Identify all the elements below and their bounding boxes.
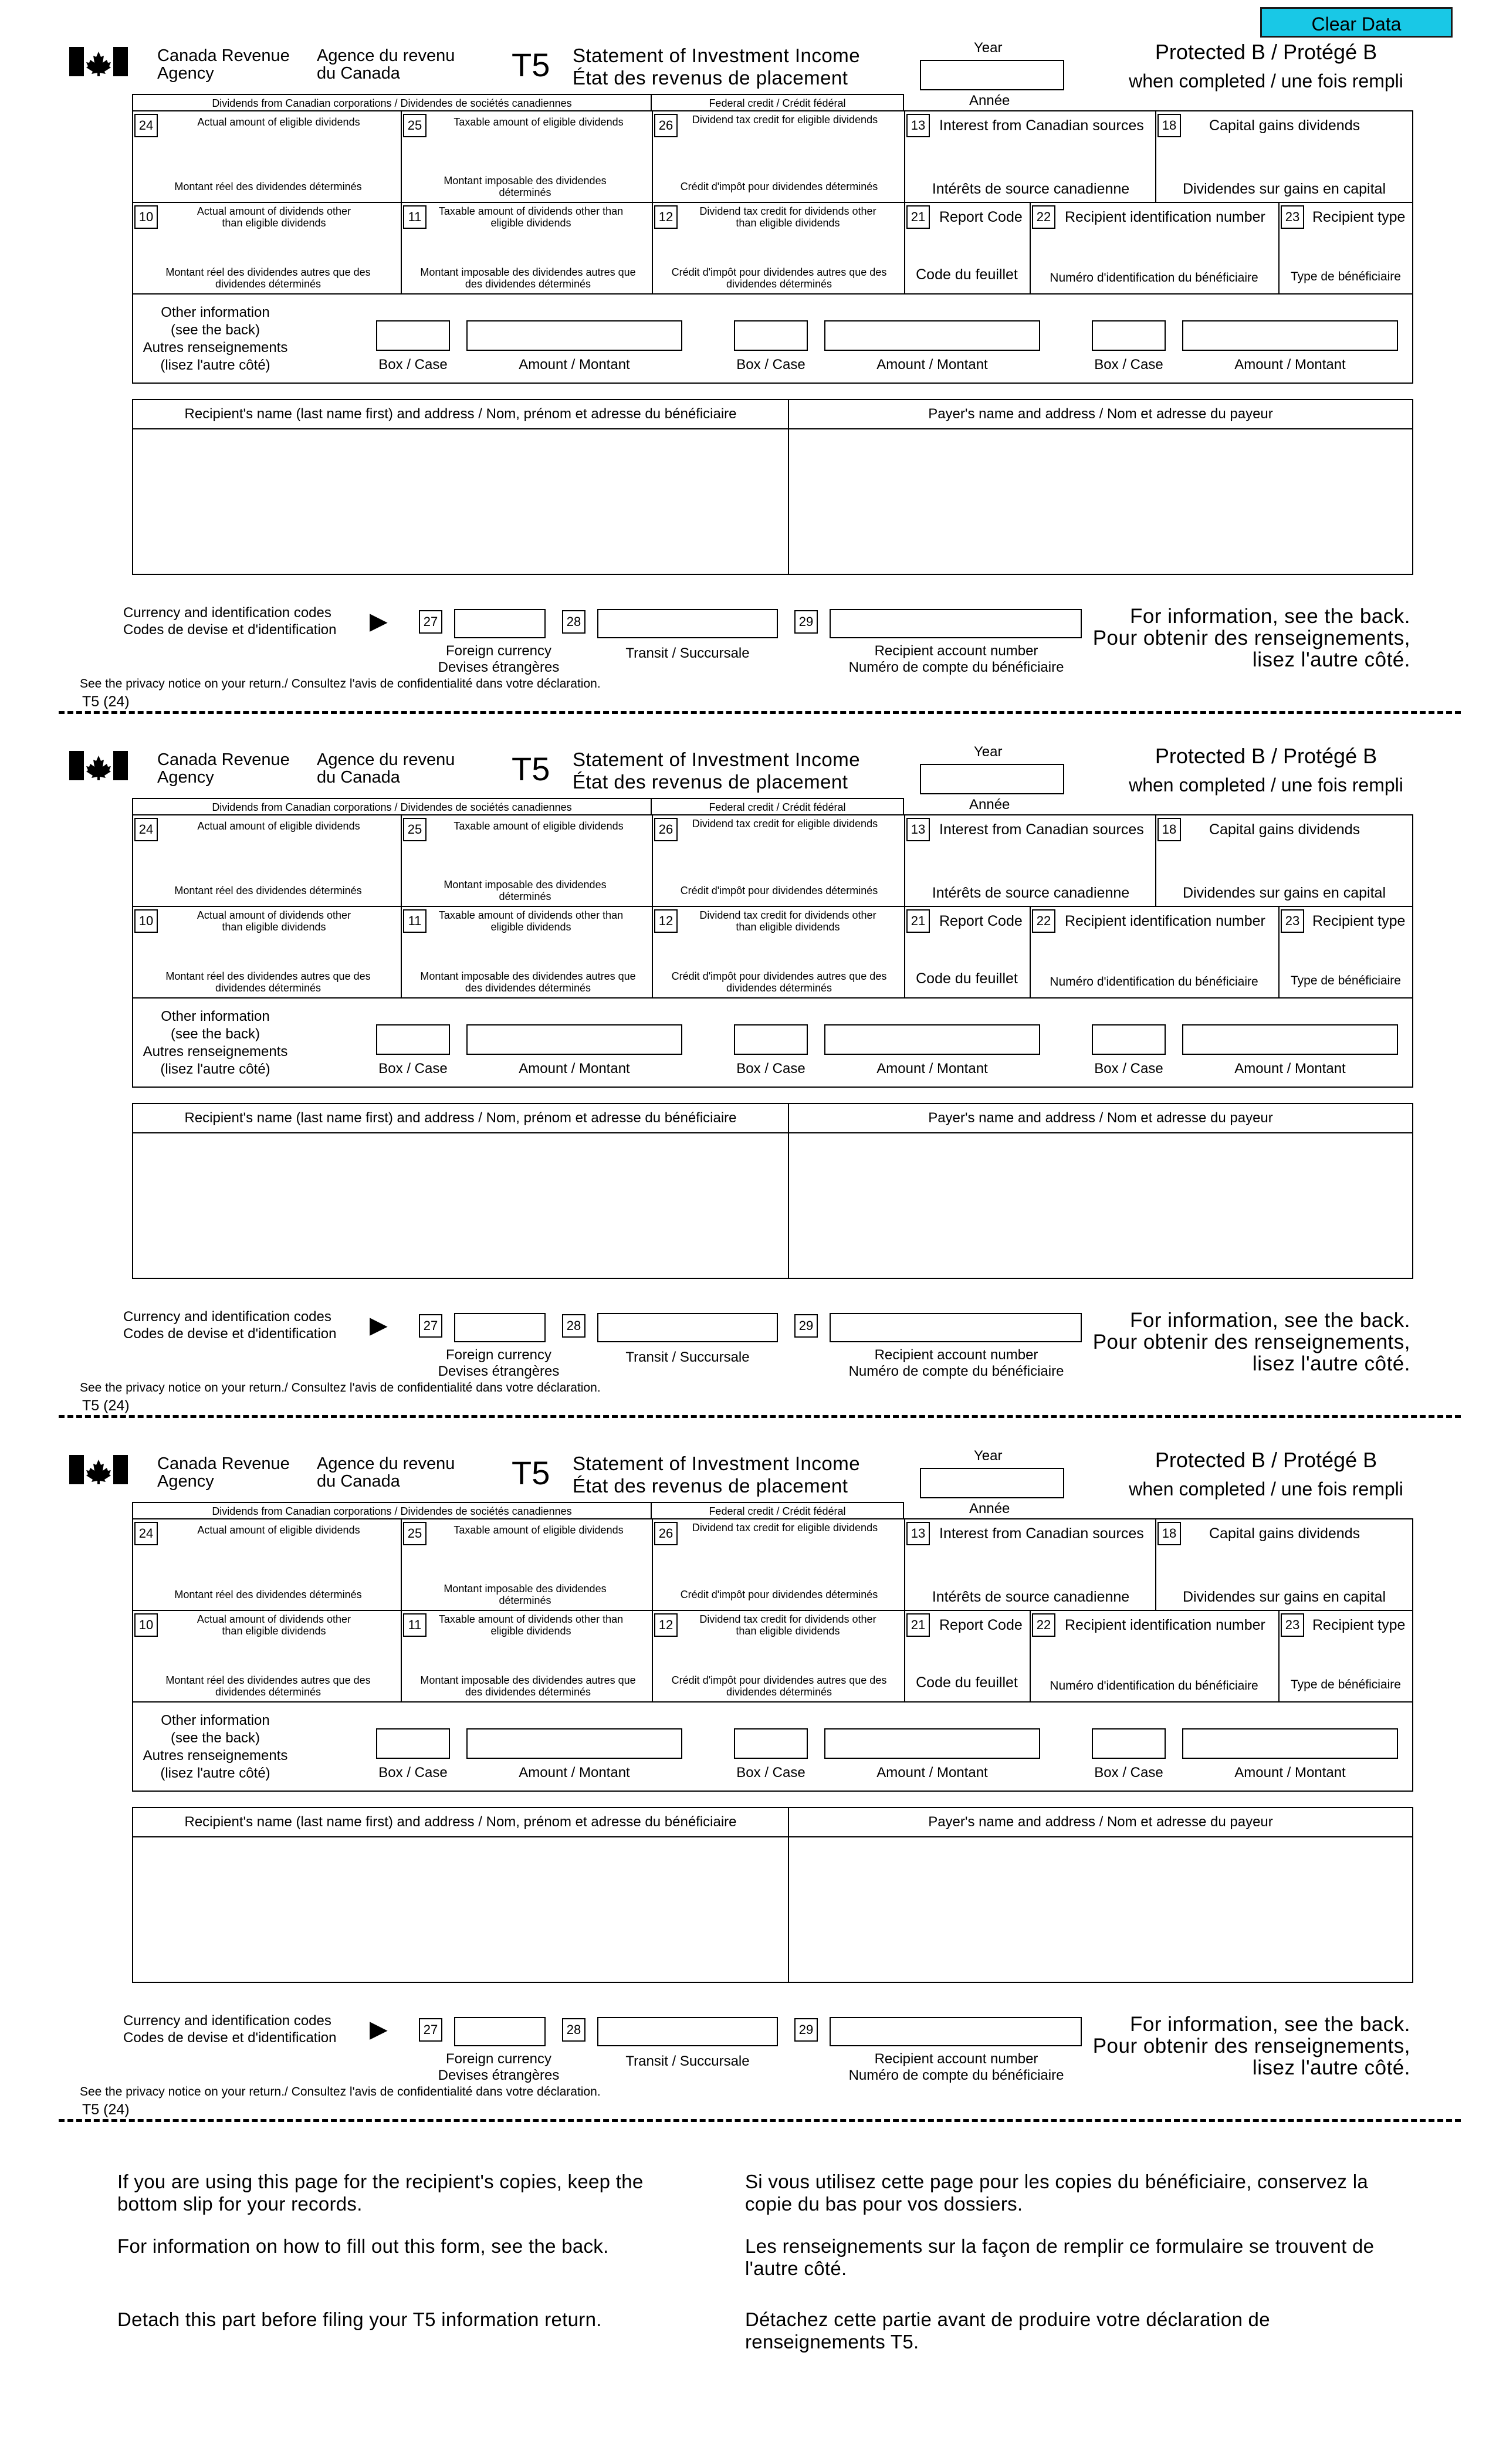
other-box-3[interactable] (1092, 1024, 1166, 1055)
year-label-fr: Année (969, 1501, 1010, 1517)
recipient-address-field[interactable] (133, 1132, 789, 1278)
box-case-label: Box / Case (378, 1061, 448, 1077)
box-number: 23 (1281, 1613, 1304, 1637)
recipient-address-field[interactable] (133, 1836, 789, 1982)
box-label-fr: Type de bénéficiaire (1291, 974, 1401, 987)
dividends-header: Dividends from Canadian corporations / Dividendes de sociétés canadiennes (132, 798, 652, 815)
box-10[interactable] (133, 203, 402, 295)
box-number: 10 (134, 1613, 158, 1637)
box-28-input[interactable] (597, 1313, 778, 1342)
box-28-number: 28 (562, 1314, 585, 1338)
box-case-label: Box / Case (1094, 1765, 1163, 1781)
box-12[interactable] (653, 907, 905, 999)
tear-line (59, 2119, 1461, 2122)
arrow-right-icon: ▶ (370, 1312, 388, 1338)
box-label-en: Interest from Canadian sources (939, 117, 1144, 134)
other-information-label: Other information (see the back) Autres renseignements (lisez l'autre côté) (143, 304, 288, 373)
payer-address-field[interactable] (790, 1132, 1412, 1278)
year-input[interactable] (920, 764, 1064, 794)
box-25[interactable] (402, 1519, 653, 1611)
box-label-fr: Intérêts de source canadienne (932, 181, 1130, 197)
other-box-2[interactable] (734, 320, 808, 351)
box-label-en: Report Code (939, 209, 1023, 225)
box-label-fr: Montant réel des dividendes autres que des dividendes déterminés (165, 970, 371, 994)
box-label-fr: Crédit d'impôt pour dividendes autres que des dividendes déterminés (671, 266, 887, 290)
box-label-en: Recipient identification number (1065, 913, 1265, 929)
instruction-en-2: For information on how to fill out this form, see the back. (117, 2235, 609, 2257)
when-completed-label: when completed / une fois rempli (1129, 1478, 1403, 1500)
box-11[interactable] (402, 1611, 653, 1703)
box-label-en: Actual amount of eligible dividends (197, 1524, 360, 1536)
box-number: 13 (906, 114, 930, 137)
recipient-address-field[interactable] (133, 428, 789, 574)
box-label-fr: Montant imposable des dividendes déterminés (444, 1583, 607, 1606)
box-12[interactable] (653, 1611, 905, 1703)
box-number: 21 (906, 1613, 930, 1637)
box-18[interactable] (1156, 111, 1412, 203)
box-label-en: Actual amount of dividends other than eligible dividends (197, 909, 351, 933)
box-label-en: Dividend tax credit for dividends other than eligible dividends (699, 909, 876, 933)
box-label-fr: Montant imposable des dividendes autres que des dividendes déterminés (420, 266, 636, 290)
currency-codes-label: Currency and identification codes Codes de devise et d'identification (123, 605, 337, 638)
box-label-en: Actual amount of dividends other than eligible dividends (197, 205, 351, 229)
privacy-notice: See the privacy notice on your return./ Consultez l'avis de confidentialité dans votre déclaration. (80, 677, 601, 691)
protected-label: Protected B / Protégé B (1155, 744, 1377, 768)
recipient-address-header: Recipient's name (last name first) and address / Nom, prénom et adresse du bénéficiaire (133, 400, 789, 429)
box-number: 11 (403, 205, 427, 229)
amount-label: Amount / Montant (876, 357, 988, 373)
box-26[interactable] (653, 111, 905, 203)
payer-address-header: Payer's name and address / Nom et adresse du payeur (789, 1808, 1412, 1837)
box-23[interactable] (1280, 907, 1412, 999)
box-label-en: Dividend tax credit for eligible dividends (692, 1522, 878, 1534)
box-label-en: Dividend tax credit for eligible dividends (692, 114, 878, 126)
box-27-number: 27 (419, 1314, 442, 1338)
box-label-en: Capital gains dividends (1209, 1525, 1360, 1542)
form-title: Statement of Investment Income État des revenus de placement (573, 1453, 861, 1497)
box-label-fr: Crédit d'impôt pour dividendes déterminés (680, 181, 878, 192)
transit-label: Transit / Succursale (625, 2053, 750, 2069)
box-21[interactable] (905, 907, 1031, 999)
form-code: T5 (512, 1454, 550, 1491)
when-completed-label: when completed / une fois rempli (1129, 774, 1403, 796)
box-number: 13 (906, 1522, 930, 1545)
box-label-fr: Montant imposable des dividendes autres que des dividendes déterminés (420, 970, 636, 994)
box-26[interactable] (653, 815, 905, 907)
other-box-3[interactable] (1092, 1728, 1166, 1759)
box-label-fr: Numéro d'identification du bénéficiaire (1050, 975, 1258, 989)
year-label: Year (974, 744, 1003, 760)
box-label-en: Capital gains dividends (1209, 117, 1360, 134)
form-code: T5 (512, 46, 550, 83)
box-24[interactable] (133, 1519, 402, 1611)
box-21[interactable] (905, 203, 1031, 295)
year-label: Year (974, 40, 1003, 56)
box-case-label: Box / Case (736, 1061, 805, 1077)
box-label-fr: Crédit d'impôt pour dividendes autres que des dividendes déterminés (671, 1674, 887, 1698)
box-number: 26 (654, 114, 678, 137)
amount-grid (132, 814, 1413, 1088)
box-29-number: 29 (794, 2018, 818, 2042)
box-label-en: Recipient type (1312, 209, 1406, 225)
box-label-fr: Montant imposable des dividendes déterminés (444, 175, 607, 198)
other-amount-1[interactable] (466, 1728, 682, 1759)
box-18[interactable] (1156, 1519, 1412, 1611)
agency-name-fr: Agence du revenu du Canada (317, 750, 455, 787)
box-label-en: Recipient type (1312, 913, 1406, 929)
box-22[interactable] (1031, 203, 1280, 295)
amount-grid (132, 110, 1413, 384)
box-label-fr: Type de bénéficiaire (1291, 1678, 1401, 1691)
box-number: 24 (134, 1522, 158, 1545)
account-number-label: Recipient account number Numéro de compte du bénéficiaire (848, 643, 1064, 675)
box-case-label: Box / Case (736, 1765, 805, 1781)
box-24[interactable] (133, 111, 402, 203)
clear-data-button[interactable]: Clear Data (1260, 7, 1453, 38)
box-label-en: Taxable amount of eligible dividends (453, 820, 624, 832)
box-label-fr: Montant réel des dividendes autres que des dividendes déterminés (165, 266, 371, 290)
box-number: 24 (134, 818, 158, 841)
box-22[interactable] (1031, 1611, 1280, 1703)
form-title: Statement of Investment Income État des revenus de placement (573, 45, 861, 89)
other-box-2[interactable] (734, 1024, 808, 1055)
box-28-number: 28 (562, 2018, 585, 2042)
agency-name-en: Canada Revenue Agency (157, 750, 290, 787)
payer-address-header: Payer's name and address / Nom et adresse du payeur (789, 400, 1412, 429)
box-label-fr: Code du feuillet (916, 970, 1018, 987)
box-number: 26 (654, 818, 678, 841)
box-label-fr: Intérêts de source canadienne (932, 885, 1130, 901)
box-number: 12 (654, 1613, 678, 1637)
canada-flag-icon (69, 751, 128, 780)
box-label-fr: Code du feuillet (916, 266, 1018, 283)
box-number: 25 (403, 1522, 427, 1545)
arrow-right-icon: ▶ (370, 2016, 388, 2042)
federal-credit-header: Federal credit / Crédit fédéral (651, 798, 904, 815)
box-label-fr: Montant réel des dividendes déterminés (174, 181, 362, 192)
box-label-en: Report Code (939, 1617, 1023, 1633)
foreign-currency-label: Foreign currency Devises étrangères (438, 1347, 560, 1379)
info-see-back: For information, see the back. Pour obtenir des renseignements, lisez l'autre côté. (1092, 605, 1410, 671)
box-10[interactable] (133, 907, 402, 999)
box-label-fr: Montant imposable des dividendes déterminés (444, 879, 607, 902)
amount-label: Amount / Montant (519, 357, 630, 373)
dividends-header: Dividends from Canadian corporations / Dividendes de sociétés canadiennes (132, 1502, 652, 1519)
box-13[interactable] (905, 1519, 1156, 1611)
box-27-number: 27 (419, 610, 442, 634)
recipient-address-header: Recipient's name (last name first) and address / Nom, prénom et adresse du bénéficiaire (133, 1104, 789, 1133)
box-label-en: Report Code (939, 913, 1023, 929)
box-22[interactable] (1031, 907, 1280, 999)
other-box-2[interactable] (734, 1728, 808, 1759)
box-number: 23 (1281, 205, 1304, 229)
instruction-fr-2: Les renseignements sur la façon de remplir ce formulaire se trouvent de l'autre côté. (745, 2235, 1375, 2279)
box-23[interactable] (1280, 1611, 1412, 1703)
box-label-en: Taxable amount of eligible dividends (453, 1524, 624, 1536)
box-number: 26 (654, 1522, 678, 1545)
transit-label: Transit / Succursale (625, 1349, 750, 1365)
box-number: 21 (906, 205, 930, 229)
canada-flag-icon (69, 47, 128, 76)
box-28-number: 28 (562, 610, 585, 634)
box-26[interactable] (653, 1519, 905, 1611)
amount-grid (132, 1518, 1413, 1792)
box-label-en: Actual amount of eligible dividends (197, 820, 360, 832)
other-amount-3[interactable] (1182, 1728, 1398, 1759)
agency-name-en: Canada Revenue Agency (157, 46, 290, 83)
amount-label: Amount / Montant (519, 1061, 630, 1077)
box-11[interactable] (402, 907, 653, 999)
box-10[interactable] (133, 1611, 402, 1703)
box-number: 25 (403, 818, 427, 841)
box-25[interactable] (402, 815, 653, 907)
box-28-input[interactable] (597, 2017, 778, 2046)
amount-label: Amount / Montant (876, 1765, 988, 1781)
box-case-label: Box / Case (378, 1765, 448, 1781)
box-label-en: Capital gains dividends (1209, 821, 1360, 838)
box-label-fr: Montant réel des dividendes déterminés (174, 1589, 362, 1600)
box-label-fr: Dividendes sur gains en capital (1182, 1589, 1386, 1605)
box-label-fr: Montant réel des dividendes déterminés (174, 885, 362, 896)
box-number: 25 (403, 114, 427, 137)
slip-form-code: T5 (24) (82, 1397, 130, 1414)
box-29-number: 29 (794, 1314, 818, 1338)
box-label-en: Actual amount of dividends other than eligible dividends (197, 1613, 351, 1637)
instruction-en-3: Detach this part before filing your T5 information return. (117, 2309, 602, 2330)
account-number-label: Recipient account number Numéro de compte du bénéficiaire (848, 1347, 1064, 1379)
year-label-fr: Année (969, 797, 1010, 813)
box-label-fr: Code du feuillet (916, 1674, 1018, 1691)
year-input[interactable] (920, 1468, 1064, 1498)
box-label-fr: Numéro d'identification du bénéficiaire (1050, 1679, 1258, 1693)
other-amount-3[interactable] (1182, 320, 1398, 351)
other-amount-3[interactable] (1182, 1024, 1398, 1055)
box-label-en: Interest from Canadian sources (939, 1525, 1144, 1542)
other-amount-1[interactable] (466, 1024, 682, 1055)
info-see-back: For information, see the back. Pour obtenir des renseignements, lisez l'autre côté. (1092, 1309, 1410, 1375)
box-label-fr: Montant imposable des dividendes autres que des dividendes déterminés (420, 1674, 636, 1698)
box-18[interactable] (1156, 815, 1412, 907)
when-completed-label: when completed / une fois rempli (1129, 70, 1403, 92)
box-27-input[interactable] (454, 1313, 546, 1342)
box-case-label: Box / Case (1094, 357, 1163, 373)
box-number: 18 (1157, 1522, 1181, 1545)
box-label-en: Dividend tax credit for dividends other than eligible dividends (699, 205, 876, 229)
box-label-en: Taxable amount of eligible dividends (453, 116, 624, 128)
foreign-currency-label: Foreign currency Devises étrangères (438, 2051, 560, 2083)
box-label-fr: Dividendes sur gains en capital (1182, 885, 1386, 901)
box-number: 11 (403, 1613, 427, 1637)
foreign-currency-label: Foreign currency Devises étrangères (438, 643, 560, 675)
box-12[interactable] (653, 203, 905, 295)
box-number: 24 (134, 114, 158, 137)
address-block (132, 399, 1413, 575)
box-23[interactable] (1280, 203, 1412, 295)
box-number: 10 (134, 909, 158, 933)
instruction-fr-3: Détachez cette partie avant de produire votre déclaration de renseignements T5. (745, 2309, 1270, 2353)
box-number: 18 (1157, 114, 1181, 137)
box-number: 18 (1157, 818, 1181, 841)
box-number: 12 (654, 909, 678, 933)
dividends-header: Dividends from Canadian corporations / Dividendes de sociétés canadiennes (132, 94, 652, 111)
arrow-right-icon: ▶ (370, 608, 388, 634)
other-information-label: Other information (see the back) Autres renseignements (lisez l'autre côté) (143, 1008, 288, 1077)
transit-label: Transit / Succursale (625, 645, 750, 661)
box-number: 22 (1032, 1613, 1055, 1637)
recipient-address-header: Recipient's name (last name first) and address / Nom, prénom et adresse du bénéficiaire (133, 1808, 789, 1837)
form-title: Statement of Investment Income État des revenus de placement (573, 749, 861, 793)
box-25[interactable] (402, 111, 653, 203)
privacy-notice: See the privacy notice on your return./ Consultez l'avis de confidentialité dans votre déclaration. (80, 2085, 601, 2099)
t5-slip-2 (0, 704, 1496, 1414)
box-label-fr: Montant réel des dividendes autres que des dividendes déterminés (165, 1674, 371, 1698)
box-11[interactable] (402, 203, 653, 295)
federal-credit-header: Federal credit / Crédit fédéral (651, 1502, 904, 1519)
box-number: 21 (906, 909, 930, 933)
box-28-input[interactable] (597, 609, 778, 638)
box-number: 11 (403, 909, 427, 933)
box-13[interactable] (905, 111, 1156, 203)
info-see-back: For information, see the back. Pour obtenir des renseignements, lisez l'autre côté. (1092, 2013, 1410, 2079)
box-label-fr: Crédit d'impôt pour dividendes autres que des dividendes déterminés (671, 970, 887, 994)
protected-label: Protected B / Protégé B (1155, 1448, 1377, 1472)
box-number: 13 (906, 818, 930, 841)
slip-form-code: T5 (24) (82, 693, 130, 710)
box-label-en: Taxable amount of dividends other than eligible dividends (438, 1613, 624, 1637)
agency-name-fr: Agence du revenu du Canada (317, 46, 455, 83)
box-13[interactable] (905, 815, 1156, 907)
amount-label: Amount / Montant (876, 1061, 988, 1077)
privacy-notice: See the privacy notice on your return./ Consultez l'avis de confidentialité dans votre déclaration. (80, 1381, 601, 1395)
other-box-1[interactable] (376, 1024, 450, 1055)
box-label-fr: Crédit d'impôt pour dividendes déterminés (680, 1589, 878, 1600)
box-27-input[interactable] (454, 609, 546, 638)
box-24[interactable] (133, 815, 402, 907)
canada-flag-icon (69, 1455, 128, 1484)
payer-address-header: Payer's name and address / Nom et adresse du payeur (789, 1104, 1412, 1133)
box-label-en: Dividend tax credit for eligible dividends (692, 818, 878, 830)
box-number: 22 (1032, 909, 1055, 933)
box-label-en: Recipient identification number (1065, 1617, 1265, 1633)
other-amount-2[interactable] (824, 320, 1040, 351)
box-29-number: 29 (794, 610, 818, 634)
other-box-1[interactable] (376, 320, 450, 351)
box-label-fr: Intérêts de source canadienne (932, 1589, 1130, 1605)
box-label-en: Taxable amount of dividends other than eligible dividends (438, 205, 624, 229)
agency-name-fr: Agence du revenu du Canada (317, 1454, 455, 1491)
payer-address-field[interactable] (790, 1836, 1412, 1982)
federal-credit-header: Federal credit / Crédit fédéral (651, 94, 904, 111)
box-label-fr: Dividendes sur gains en capital (1182, 181, 1386, 197)
currency-codes-label: Currency and identification codes Codes de devise et d'identification (123, 2013, 337, 2046)
box-label-en: Actual amount of eligible dividends (197, 116, 360, 128)
year-input[interactable] (920, 60, 1064, 90)
box-number: 22 (1032, 205, 1055, 229)
account-number-label: Recipient account number Numéro de compte du bénéficiaire (848, 2051, 1064, 2083)
t5-slip-1 (0, 0, 1496, 710)
amount-label: Amount / Montant (1234, 1765, 1346, 1781)
other-amount-2[interactable] (824, 1728, 1040, 1759)
amount-label: Amount / Montant (519, 1765, 630, 1781)
box-label-en: Recipient type (1312, 1617, 1406, 1633)
box-case-label: Box / Case (378, 357, 448, 373)
box-case-label: Box / Case (1094, 1061, 1163, 1077)
instruction-fr-1: Si vous utilisez cette page pour les copies du bénéficiaire, conservez la copie du bas pour vos dossiers. (745, 2171, 1368, 2215)
box-label-en: Taxable amount of dividends other than eligible dividends (438, 909, 624, 933)
address-block (132, 1103, 1413, 1279)
box-label-fr: Numéro d'identification du bénéficiaire (1050, 271, 1258, 285)
box-label-en: Dividend tax credit for dividends other than eligible dividends (699, 1613, 876, 1637)
box-27-number: 27 (419, 2018, 442, 2042)
other-box-3[interactable] (1092, 320, 1166, 351)
box-label-en: Recipient identification number (1065, 209, 1265, 225)
instruction-en-1: If you are using this page for the recipient's copies, keep the bottom slip for your records. (117, 2171, 644, 2215)
box-label-fr: Crédit d'impôt pour dividendes déterminés (680, 885, 878, 896)
address-block (132, 1807, 1413, 1983)
box-number: 10 (134, 205, 158, 229)
other-information-label: Other information (see the back) Autres renseignements (lisez l'autre côté) (143, 1712, 288, 1781)
box-21[interactable] (905, 1611, 1031, 1703)
box-label-en: Interest from Canadian sources (939, 821, 1144, 838)
amount-label: Amount / Montant (1234, 357, 1346, 373)
box-number: 23 (1281, 909, 1304, 933)
box-case-label: Box / Case (736, 357, 805, 373)
slip-form-code: T5 (24) (82, 2101, 130, 2118)
agency-name-en: Canada Revenue Agency (157, 1454, 290, 1491)
protected-label: Protected B / Protégé B (1155, 40, 1377, 64)
year-label-fr: Année (969, 93, 1010, 109)
box-number: 12 (654, 205, 678, 229)
year-label: Year (974, 1448, 1003, 1464)
amount-label: Amount / Montant (1234, 1061, 1346, 1077)
other-amount-2[interactable] (824, 1024, 1040, 1055)
t5-slip-3 (0, 1408, 1496, 2118)
currency-codes-label: Currency and identification codes Codes de devise et d'identification (123, 1309, 337, 1342)
form-code: T5 (512, 750, 550, 787)
other-amount-1[interactable] (466, 320, 682, 351)
box-27-input[interactable] (454, 2017, 546, 2046)
payer-address-field[interactable] (790, 428, 1412, 574)
other-box-1[interactable] (376, 1728, 450, 1759)
box-label-fr: Type de bénéficiaire (1291, 270, 1401, 283)
